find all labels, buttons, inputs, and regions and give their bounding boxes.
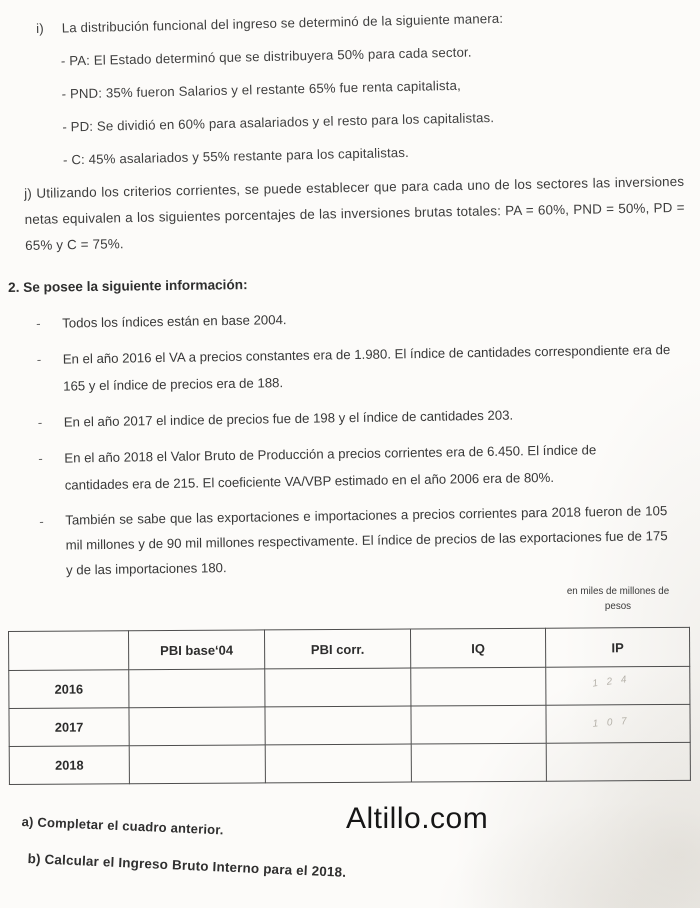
bullet-2016 [37, 336, 672, 400]
item-i-label: i) [36, 20, 44, 36]
faint-pencil-mark: 1 2 4 [591, 673, 630, 690]
empty-cell [265, 706, 411, 745]
empty-cell [129, 707, 265, 746]
empty-cell [411, 743, 546, 782]
bullet-dash: - [36, 315, 41, 331]
bullet-dash: - [37, 414, 43, 430]
table-row [9, 742, 690, 784]
bullet-text: En el año 2016 el VA a precios constantes era de 1.980. El índice de cantidades correspondiente era de 165 y el índice de precios era de 188. [62, 342, 671, 394]
year-cell-2017: 2017 [9, 708, 129, 747]
faint-pencil-mark: 1 0 7 [591, 715, 630, 730]
question-b: b) Calcular el Ingreso Bruto Interno para el 2018. [27, 851, 347, 880]
subitem-pd: - PD: Se dividió en 60% para asalariados y el resto para los capitalistas. [62, 110, 495, 135]
year-cell-2018: 2018 [9, 746, 129, 785]
subitem-pnd: - PND: 35% fueron Salarios y el restante 65% fue renta capitalista, [61, 77, 461, 102]
header-pbi-corr: PBI corr. [264, 629, 410, 669]
empty-cell [546, 704, 690, 743]
empty-cell [546, 742, 690, 781]
bullet-text: Todos los índices están en base 2004. [62, 312, 287, 331]
bullet-2018 [38, 435, 673, 499]
header-empty [9, 631, 129, 671]
unit-note-line2: pesos [604, 601, 632, 612]
unit-note-line1: en miles de millones de [566, 586, 670, 597]
bullet-base-2004 [36, 300, 670, 337]
empty-cell [546, 666, 690, 705]
subitem-pa: - PA: El Estado determinó que se distribuyera 50% para cada sector. [60, 44, 472, 69]
bullet-2017 [38, 399, 672, 436]
bullet-trade [39, 498, 674, 583]
item-i-block [36, 6, 683, 169]
pbi-table-wrap [8, 627, 690, 785]
bullet-dash: - [39, 513, 44, 529]
table-header-row [9, 627, 690, 670]
item-i-line [36, 6, 680, 37]
header-ip: IP [545, 627, 689, 667]
year-cell-2016: 2016 [9, 670, 129, 709]
empty-cell [265, 668, 411, 707]
table-row [9, 666, 690, 708]
section-2-bullets [36, 300, 674, 583]
altillo-watermark: Altillo.com [346, 802, 489, 835]
header-iq: IQ [410, 628, 545, 668]
section-2-title: 2. Se posee la siguiente información: [8, 277, 248, 295]
table-unit-note [554, 584, 682, 614]
subitem-c: - C: 45% asalariados y 55% restante para los capitalistas. [62, 144, 410, 168]
empty-cell [411, 667, 546, 706]
table-row [9, 704, 690, 746]
header-pbi-base04: PBI base‘04 [129, 630, 265, 670]
pbi-table [8, 627, 691, 785]
bullet-dash: - [38, 450, 43, 466]
bullet-text: En el año 2018 el Valor Bruto de Producción a precios corrientes era de 6.450. El índice de cantidades era de 215. El coeficiente VA/VBP estimado en el año 2006 era de 80%. [64, 442, 597, 493]
empty-cell [265, 744, 411, 783]
bullet-text: En el año 2017 el indice de precios fue de 198 y el índice de cantidades 203. [63, 407, 514, 430]
bullet-text: También se sabe que las exportaciones e importaciones a precios corrientes para 2018 fueron de 105 mil millones y de 90 mil millones respectivamente. El índice de precios de las exportaciones fue de 175 y de las importaciones 180. [65, 503, 668, 578]
question-a: a) Completar el cuadro anterior. [21, 814, 225, 838]
bullet-dash: - [36, 351, 42, 367]
empty-cell [129, 669, 265, 708]
item-i-text: La distribución funcional del ingreso se determinó de la siguiente manera: [61, 10, 504, 36]
item-j-paragraph: j) Utilizando los criterios corrientes, se puede establecer que para cada uno de los sectores las inversiones netas equivalen a los siguientes porcentajes de las inversiones brutas totales: PA = 60%, PND = 50%, PD = 65% y C = 75%. [24, 173, 685, 253]
empty-cell [129, 745, 265, 784]
empty-cell [411, 705, 546, 744]
